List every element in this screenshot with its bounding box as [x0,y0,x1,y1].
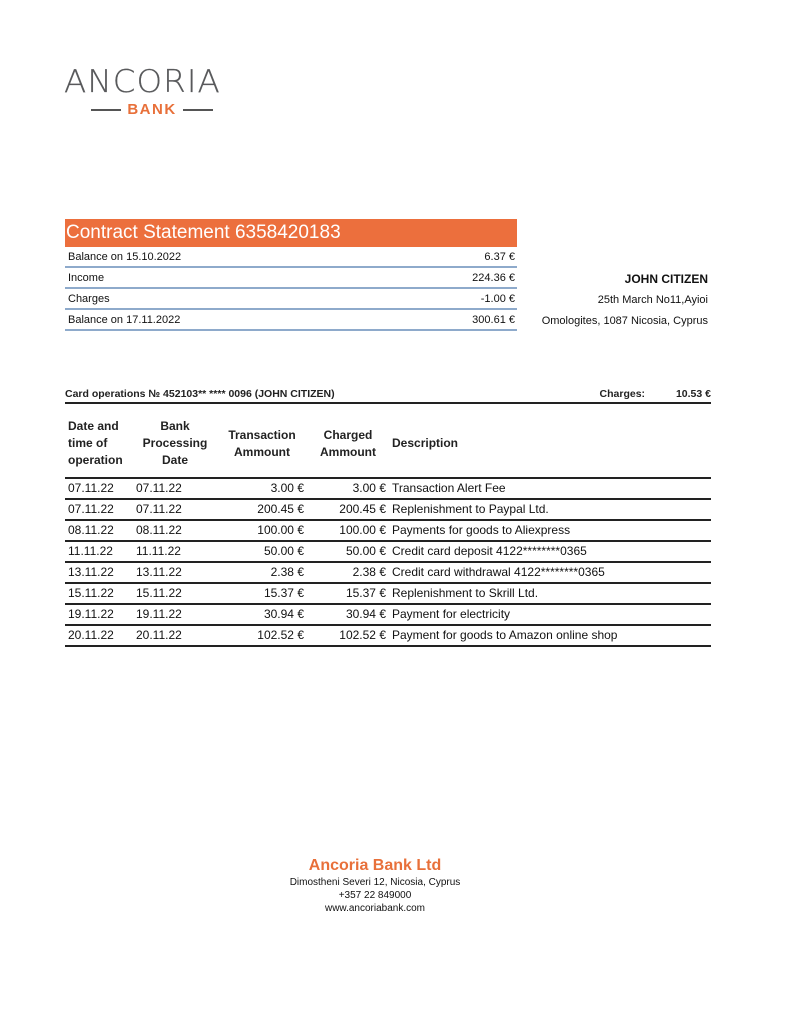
cell-date: 19.11.22 [65,604,133,625]
cell-description: Payments for goods to Aliexpress [389,520,711,541]
cell-date: 15.11.22 [65,583,133,604]
cell-transaction-amount: 100.00 € [217,520,307,541]
summary-label: Income [68,272,105,284]
table-row [65,604,711,625]
footer-address: Dimostheni Severi 12, Nicosia, Cyprus [289,877,461,888]
cell-charged-amount: 200.45 € [307,499,389,520]
cell-charged-amount: 30.94 € [307,604,389,625]
card-charges [600,388,711,400]
summary-value: 6.37 € [484,251,515,263]
logo-wordmark: ANCORIA [64,64,221,100]
customer-address-line2: Omologites, 1087 Nicosia, Cyprus [541,315,708,327]
cell-date: 07.11.22 [65,499,133,520]
summary-value: 224.36 € [472,272,515,284]
card-operations-header [65,388,711,404]
column-header-processing-date: Bank Processing Date [133,410,217,478]
column-header-description: Description [389,410,711,478]
cell-processing-date: 11.11.22 [133,541,217,562]
cell-date: 08.11.22 [65,520,133,541]
column-header-charged-amount: Charged Ammount [307,410,389,478]
column-header-date: Date and time of operation [65,410,133,478]
footer-phone: +357 22 849000 [338,890,412,901]
table-row [65,478,711,499]
logo-dash-right [183,109,213,111]
cell-processing-date: 08.11.22 [133,520,217,541]
table-row [65,625,711,646]
cell-processing-date: 13.11.22 [133,562,217,583]
customer-name: JOHN CITIZEN [624,272,708,286]
cell-charged-amount: 102.52 € [307,625,389,646]
logo-subline [72,101,232,118]
summary-row [65,247,517,268]
cell-transaction-amount: 200.45 € [217,499,307,520]
cell-description: Payment for electricity [389,604,711,625]
summary-label: Charges [68,293,110,305]
cell-transaction-amount: 15.37 € [217,583,307,604]
table-body [65,478,711,646]
card-charges-label: Charges: [599,388,646,400]
cell-date: 07.11.22 [65,478,133,499]
logo-bank-word: BANK [127,101,177,118]
cell-processing-date: 15.11.22 [133,583,217,604]
logo-dash-left [91,109,121,111]
summary-label: Balance on 17.11.2022 [68,314,181,326]
footer [250,856,500,915]
card-operations-table [65,410,711,647]
cell-charged-amount: 100.00 € [307,520,389,541]
contract-statement-title: Contract Statement 6358420183 [65,219,517,247]
card-charges-value: 10.53 € [675,388,711,400]
cell-processing-date: 20.11.22 [133,625,217,646]
bank-logo [64,66,250,118]
summary-value: -1.00 € [480,293,515,305]
cell-date: 13.11.22 [65,562,133,583]
table-header-row [65,410,711,478]
table-row [65,541,711,562]
summary-row [65,310,517,331]
cell-transaction-amount: 102.52 € [217,625,307,646]
cell-charged-amount: 3.00 € [307,478,389,499]
cell-description: Credit card withdrawal 4122********0365 [389,562,711,583]
footer-website: www.ancoriabank.com [324,903,426,914]
table-row [65,520,711,541]
table-row [65,583,711,604]
cell-date: 11.11.22 [65,541,133,562]
cell-processing-date: 07.11.22 [133,499,217,520]
table-row [65,499,711,520]
summary-label: Balance on 15.10.2022 [68,251,182,263]
summary-row [65,289,517,310]
customer-address-block [542,272,708,335]
cell-date: 20.11.22 [65,625,133,646]
footer-bank-name: Ancoria Bank Ltd [308,857,442,874]
cell-processing-date: 07.11.22 [133,478,217,499]
cell-description: Payment for goods to Amazon online shop [389,625,711,646]
cell-transaction-amount: 30.94 € [217,604,307,625]
contract-summary [65,219,517,331]
cell-description: Replenishment to Paypal Ltd. [389,499,711,520]
cell-transaction-amount: 50.00 € [217,541,307,562]
cell-charged-amount: 50.00 € [307,541,389,562]
column-header-transaction-amount: Transaction Ammount [217,410,307,478]
cell-description: Credit card deposit 4122********0365 [389,541,711,562]
cell-charged-amount: 2.38 € [307,562,389,583]
summary-row [65,268,517,289]
card-operations-title: Card operations № 452103** **** 0096 (JOHN CITIZEN) [65,388,335,400]
cell-processing-date: 19.11.22 [133,604,217,625]
cell-description: Transaction Alert Fee [389,478,711,499]
summary-value: 300.61 € [472,314,515,326]
cell-transaction-amount: 2.38 € [217,562,307,583]
cell-description: Replenishment to Skrill Ltd. [389,583,711,604]
table-row [65,562,711,583]
cell-transaction-amount: 3.00 € [217,478,307,499]
customer-address-line1: 25th March No11,Ayioi [597,294,708,306]
cell-charged-amount: 15.37 € [307,583,389,604]
